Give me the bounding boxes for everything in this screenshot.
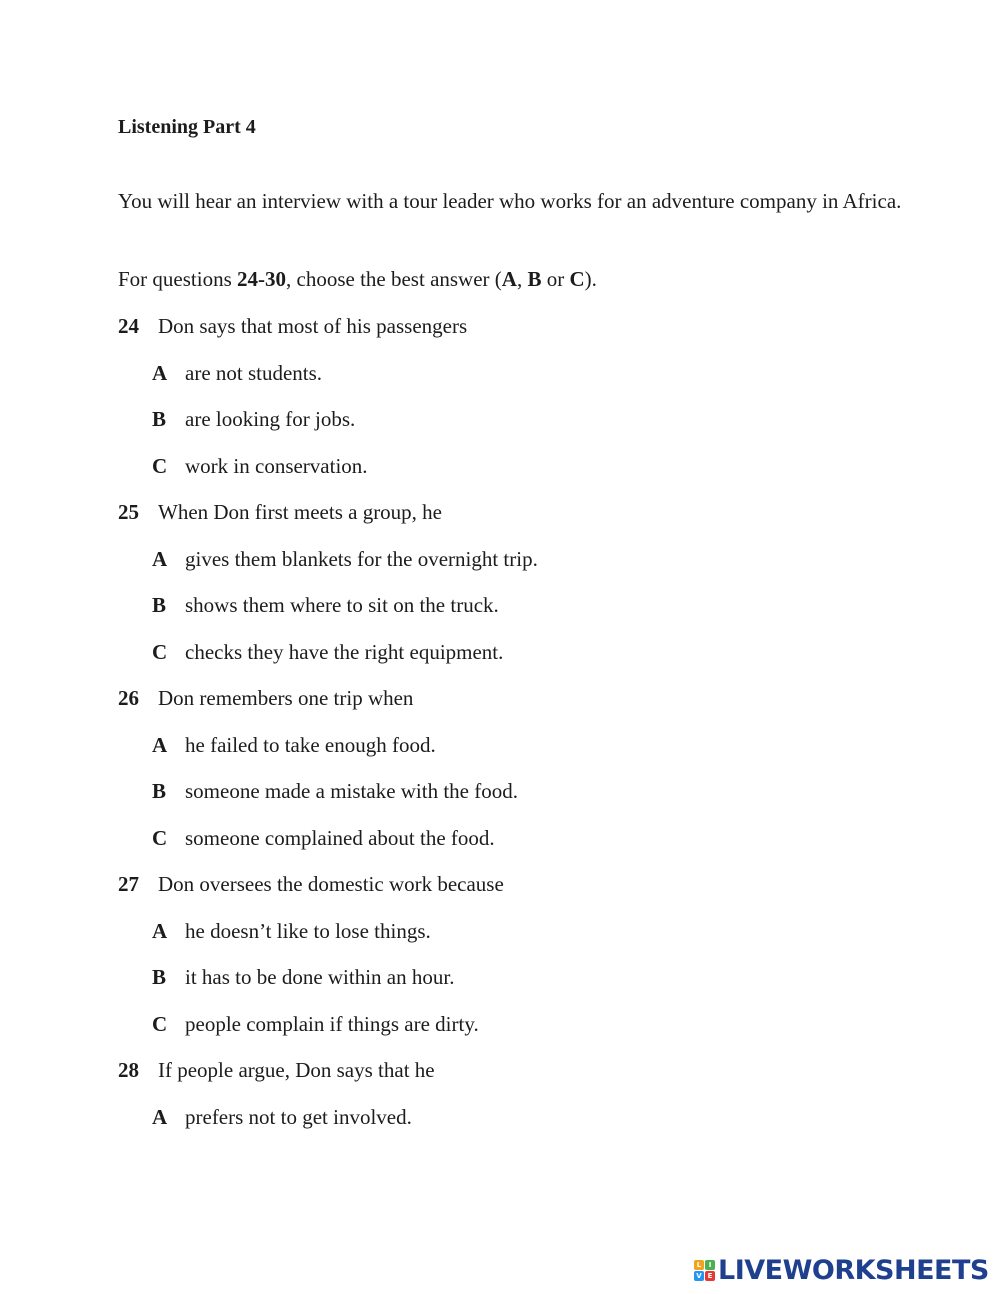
logo-text: LIVEWORKSHEETS (718, 1254, 989, 1286)
option-24-a[interactable] (152, 358, 322, 389)
option-letter: A (152, 733, 168, 757)
option-letter: B (152, 779, 167, 803)
logo-block: V (694, 1271, 704, 1281)
option-letter: C (152, 1012, 168, 1036)
option-letter: C (152, 454, 168, 478)
option-24-c[interactable] (152, 451, 368, 482)
option-26-c[interactable] (152, 823, 495, 854)
option-26-b[interactable] (152, 776, 518, 807)
option-text: he doesn’t like to lose things. (185, 919, 431, 943)
option-text: it has to be done within an hour. (185, 965, 455, 989)
option-text: are not students. (185, 361, 323, 385)
option-28-a[interactable] (152, 1102, 412, 1133)
option-text: shows them where to sit on the truck. (185, 593, 499, 617)
option-letter: A (152, 547, 168, 571)
question-stem: Don oversees the domestic work because (158, 872, 504, 896)
liveworksheets-logo (694, 1253, 989, 1287)
option-letter: A (152, 919, 168, 943)
option-25-c[interactable] (152, 637, 503, 668)
option-letter: A (152, 361, 168, 385)
option-letter: B (152, 407, 167, 431)
option-text: he failed to take enough food. (185, 733, 436, 757)
question-stem: If people argue, Don says that he (158, 1058, 435, 1082)
logo-blocks-icon (694, 1260, 715, 1281)
option-letter: A (152, 1105, 168, 1129)
question-stem: Don remembers one trip when (158, 686, 414, 710)
intro-text: You will hear an interview with a tour leader who works for an adventure company in Africa. (118, 189, 902, 213)
option-letter: B (152, 965, 167, 989)
option-letter: B (152, 593, 167, 617)
question-27 (118, 869, 504, 900)
option-text: gives them blankets for the overnight trip. (185, 547, 538, 571)
page-title: Listening Part 4 (118, 116, 256, 138)
question-26 (118, 683, 413, 714)
option-text: someone made a mistake with the food. (185, 779, 518, 803)
option-24-b[interactable] (152, 404, 355, 435)
question-number: 26 (118, 686, 139, 710)
question-number: 27 (118, 872, 139, 896)
option-text: people complain if things are dirty. (185, 1012, 479, 1036)
option-26-a[interactable] (152, 730, 436, 761)
question-28 (118, 1055, 435, 1086)
option-text: someone complained about the food. (185, 826, 495, 850)
question-25 (118, 497, 442, 528)
question-number: 28 (118, 1058, 139, 1082)
question-stem: When Don first meets a group, he (158, 500, 443, 524)
question-24 (118, 311, 467, 342)
question-number: 24 (118, 314, 139, 338)
option-25-a[interactable] (152, 544, 538, 575)
option-27-b[interactable] (152, 962, 454, 993)
question-stem: Don says that most of his passengers (158, 314, 468, 338)
logo-block: L (694, 1260, 704, 1270)
option-27-c[interactable] (152, 1009, 479, 1040)
option-text: prefers not to get involved. (185, 1105, 412, 1129)
option-27-a[interactable] (152, 916, 431, 947)
logo-block: E (705, 1271, 715, 1281)
option-text: are looking for jobs. (185, 407, 356, 431)
option-text: work in conservation. (185, 454, 368, 478)
option-letter: C (152, 826, 168, 850)
option-25-b[interactable] (152, 590, 499, 621)
option-text: checks they have the right equipment. (185, 640, 504, 664)
option-letter: C (152, 640, 168, 664)
instruction-text: For questions 24-30, choose the best answer (A, B or C). (118, 267, 597, 291)
logo-block: I (705, 1260, 715, 1270)
question-number: 25 (118, 500, 139, 524)
